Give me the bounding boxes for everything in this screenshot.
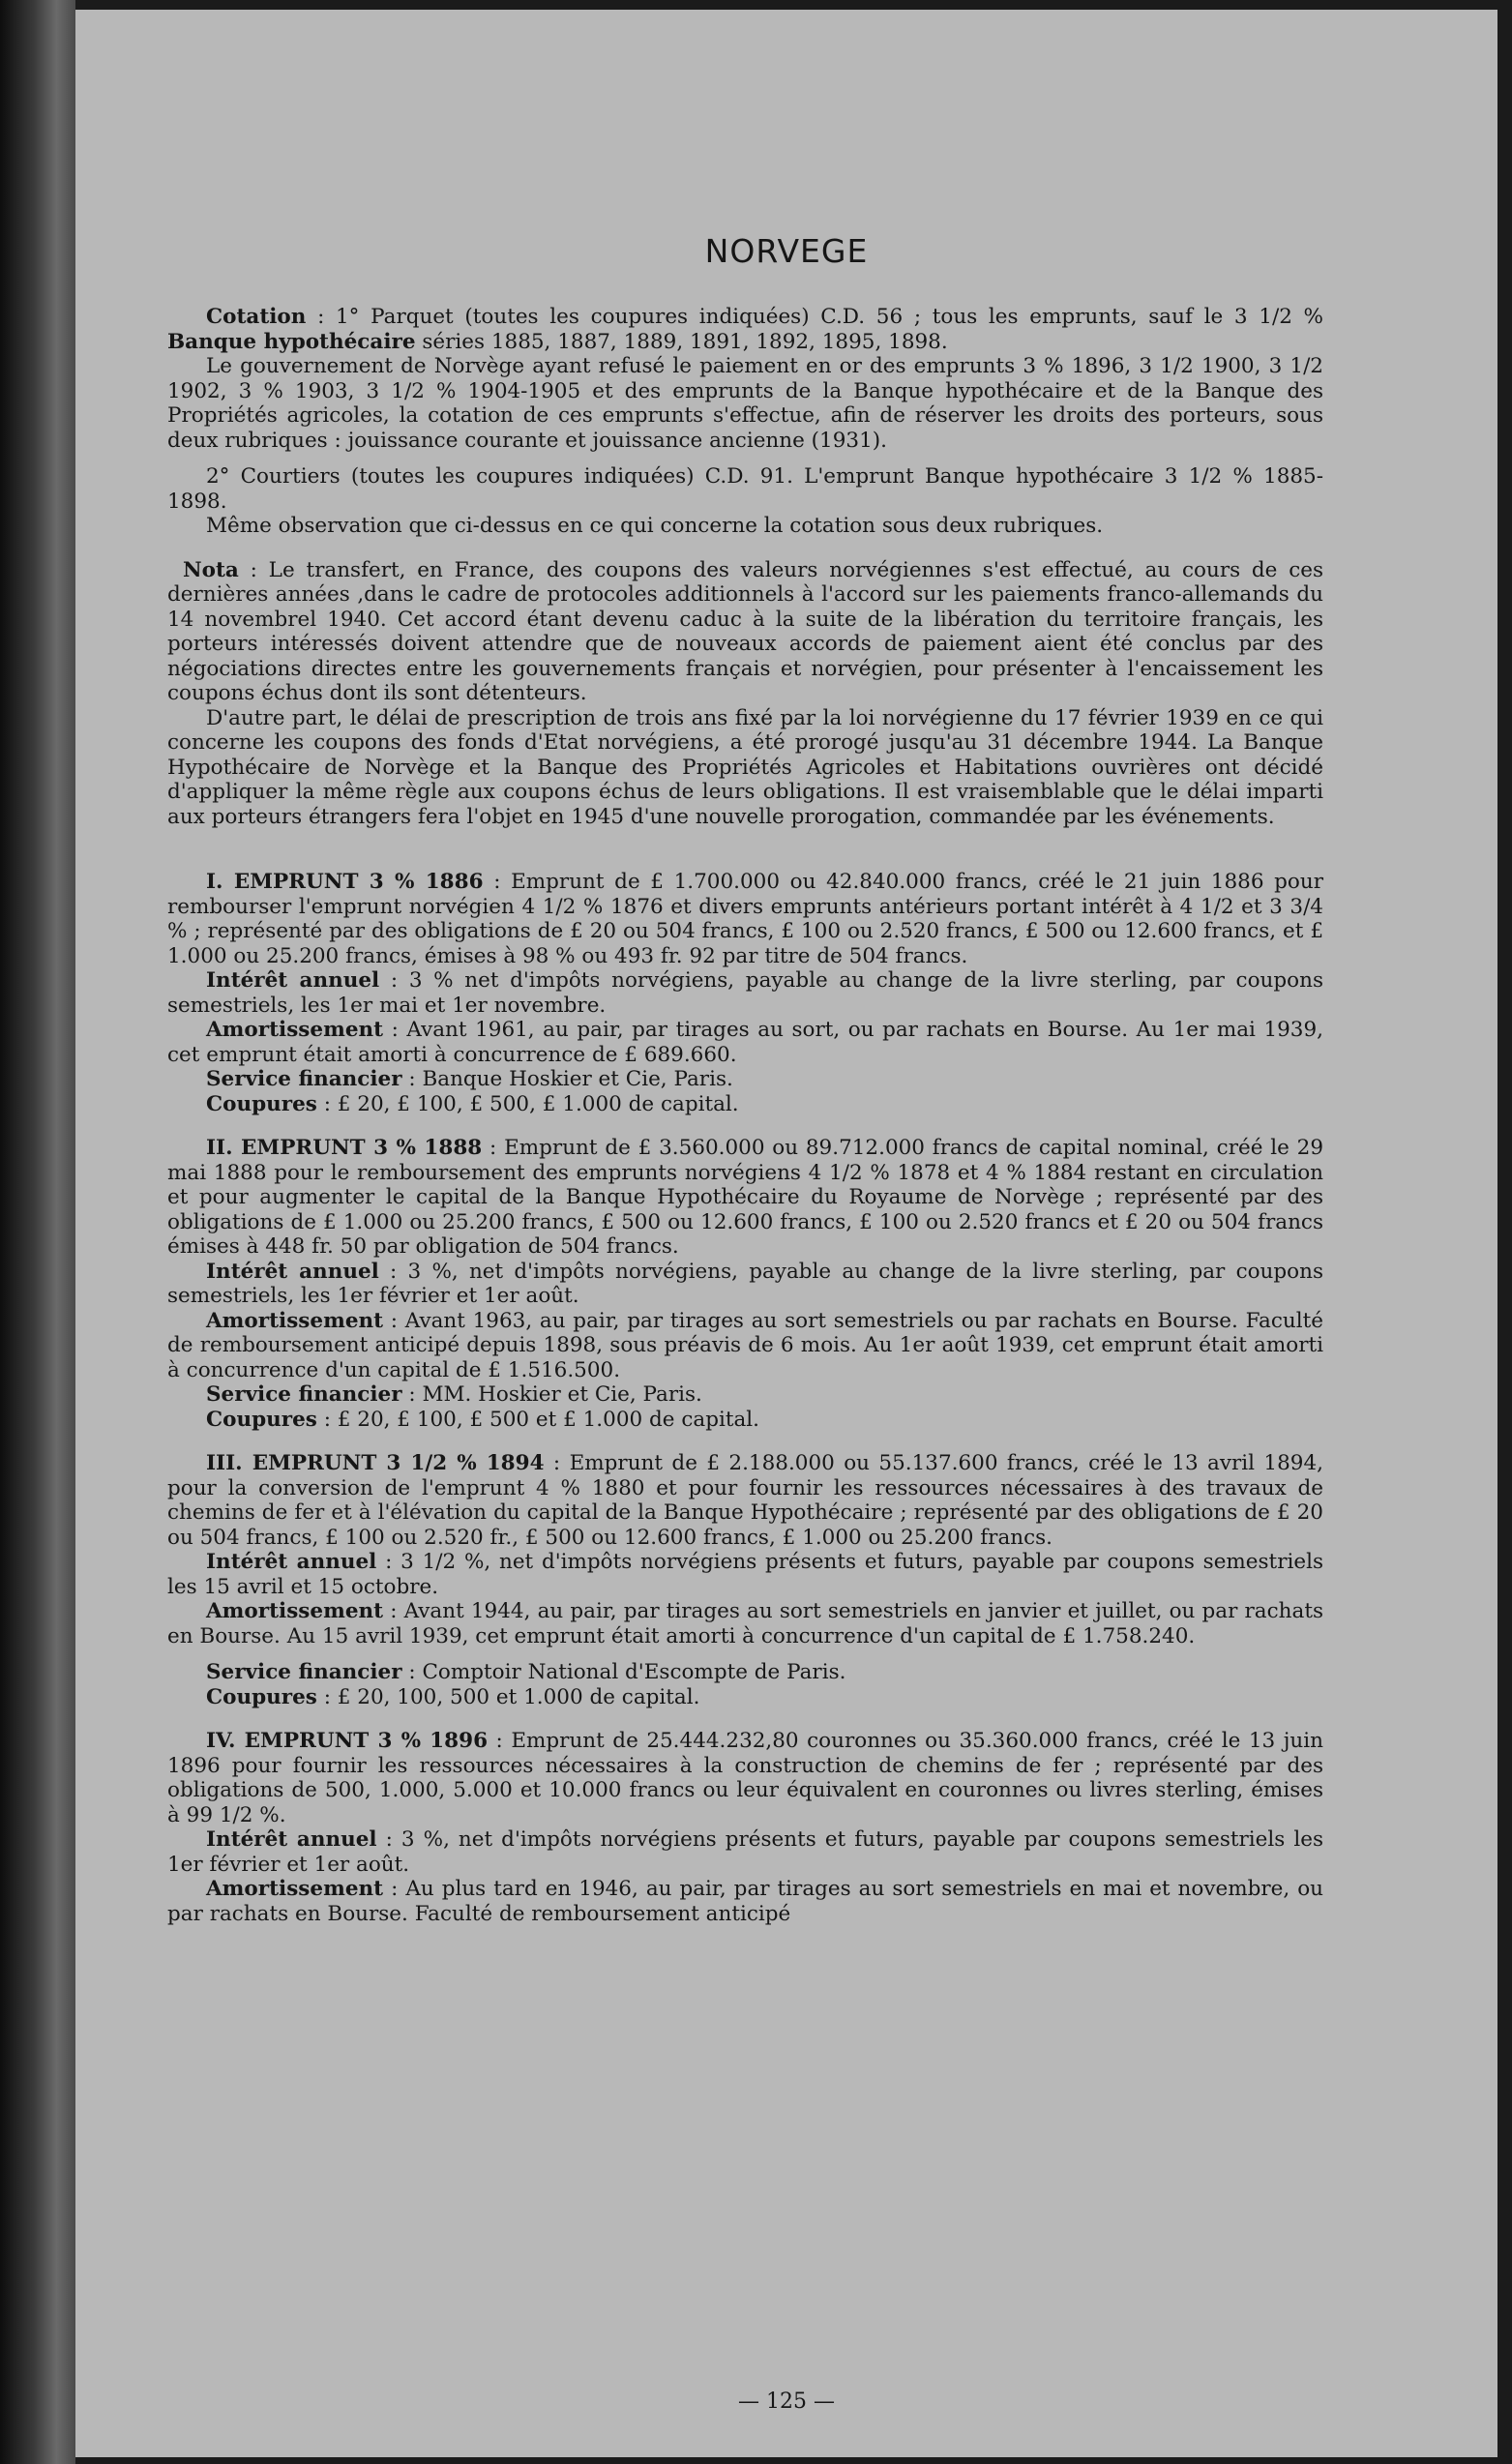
loan-3-coupures xyxy=(167,1685,1323,1710)
amortization-label: Amortissement xyxy=(206,1308,384,1333)
amortization-label: Amortissement xyxy=(206,1877,384,1901)
loan-2-amortization xyxy=(167,1309,1323,1383)
loan-3-amortization-text: : Avant 1944, au pair, par tirages au sort semestriels en janvier et juillet, ou par rachats en Bourse. Au 15 avril 1939, cet emprunt était amorti à concurrence d'un capital de £ 1.758.240. xyxy=(167,1599,1323,1648)
gold-payment-paragraph: Le gouvernement de Norvège ayant refusé le paiement en or des emprunts 3 % 1896, 3 1/2 1900, 3 1/2 1902, 3 % 1903, 3 1/2 % 1904-1905 et des emprunts de la Banque hypothécaire et de la Banque des Propriétés agricoles, la cotation de ces emprunts s'effectue, afin de réserver les droits des porteurs, sous deux rubriques : jouissance courante et jouissance ancienne (1931). xyxy=(167,354,1323,453)
interest-label: Intérêt annuel xyxy=(206,968,380,993)
amortization-label: Amortissement xyxy=(206,1599,384,1623)
loan-1-desc-text: : Emprunt de £ 1.700.000 ou 42.840.000 francs, créé le 21 juin 1886 pour rembourser l'emprunt norvégien 4 1/2 % 1876 et divers emprunts antérieurs portant intérêt à 4 1/2 et 3 3/4 % ; représenté par des obligations de £ 20 ou 504 francs, £ 100 ou 2.520 francs, £ 500 ou 12.600 francs, et £ 1.000 ou 25.200 francs, émises à 98 % ou 493 fr. 92 par titre de 504 francs. xyxy=(167,870,1323,968)
loan-1-coupures-text: : £ 20, £ 100, £ 500, £ 1.000 de capital. xyxy=(316,1091,739,1116)
page-title: NORVEGE xyxy=(704,232,869,270)
loan-2-title: II. EMPRUNT 3 % 1888 xyxy=(206,1136,483,1160)
loan-3-service xyxy=(167,1660,1323,1685)
loan-2-interest xyxy=(167,1260,1323,1309)
loan-1-interest-text: : 3 % net d'impôts norvégiens, payable au change de la livre sterling, par coupons semestriels, les 1er mai et 1er novembre. xyxy=(167,968,1323,1018)
loan-4-desc-text: : Emprunt de 25.444.232,80 couronnes ou 35.360.000 francs, créé le 13 juin 1896 pour fournir les ressources nécessaires à la construction de chemins de fer ; représenté par des obligations de 500, 1.000, 5.000 et 10.000 francs ou leur équivalent en couronnes ou livres sterling, émises à 99 1/2 %. xyxy=(167,1729,1323,1827)
cotation-bold: Banque hypothécaire xyxy=(167,329,416,354)
document-page xyxy=(75,10,1497,2457)
loan-4-interest-text: : 3 %, net d'impôts norvégiens présents et futurs, payable par coupons semestriels les 1er février et 1er août. xyxy=(167,1827,1323,1877)
loan-3-service-text: : Comptoir National d'Escompte de Paris. xyxy=(401,1660,846,1684)
coupures-label: Coupures xyxy=(206,1684,317,1709)
loan-1-title: I. EMPRUNT 3 % 1886 xyxy=(206,870,484,894)
loan-2-service xyxy=(167,1382,1323,1408)
cotation-text: : 1° Parquet (toutes les coupures indiquées) C.D. 56 ; tous les emprunts, sauf le 3 1/2 % xyxy=(306,305,1323,329)
loan-2-coupures xyxy=(167,1408,1323,1433)
loan-1-service-text: : Banque Hoskier et Cie, Paris. xyxy=(401,1067,733,1091)
loan-1-amortization-text: : Avant 1961, au pair, par tirages au sort, ou par rachats en Bourse. Au 1er mai 1939, cet emprunt était amorti à concurrence de £ 689.660. xyxy=(167,1018,1323,1067)
loan-2-coupures-text: : £ 20, £ 100, £ 500 et £ 1.000 de capital. xyxy=(316,1407,759,1432)
nota-paragraph xyxy=(167,558,1323,706)
coupures-label: Coupures xyxy=(206,1091,317,1116)
book-spine xyxy=(0,0,75,2464)
cotation-text-2: séries 1885, 1887, 1889, 1891, 1892, 1895, 1898. xyxy=(415,329,948,354)
loan-3-title: III. EMPRUNT 3 1/2 % 1894 xyxy=(206,1451,545,1475)
loan-4-title: IV. EMPRUNT 3 % 1896 xyxy=(206,1729,489,1753)
loan-2-service-text: : MM. Hoskier et Cie, Paris. xyxy=(401,1382,702,1407)
interest-label: Intérêt annuel xyxy=(206,1827,377,1852)
prescription-paragraph: D'autre part, le délai de prescription de trois ans fixé par la loi norvégienne du 17 février 1939 en ce qui concerne les coupons des fonds d'Etat norvégiens, a été prorogé jusqu'au 31 décembre 1944. La Banque Hypothécaire de Norvège et la Banque des Propriétés Agricoles et Habitations ouvrières ont décidé d'appliquer la même règle aux coupons échus de leurs obligations. Il est vraisemblable que le délai imparti aux porteurs étrangers fera l'objet en 1945 d'une nouvelle prorogation, commandée par les événements. xyxy=(167,705,1323,829)
loan-3-amortization xyxy=(167,1599,1323,1648)
loan-3-interest xyxy=(167,1550,1323,1599)
loan-2-amortization-text: : Avant 1963, au pair, par tirages au sort semestriels ou par rachats en Bourse. Faculté de remboursement anticipé depuis 1898, sous préavis de 6 mois. Au 1er août 1939, cet emprunt était amorti à concurrence d'un capital de £ 1.516.500. xyxy=(167,1308,1323,1382)
loan-3-desc-text: : Emprunt de £ 2.188.000 ou 55.137.600 francs, créé le 13 avril 1894, pour la conversion de l'emprunt 4 % 1880 et pour fournir les ressources nécessaires à des travaux de chemins de fer et à l'élévation du capital de la Banque Hypothécaire ; représenté par des obligations de £ 20 ou 504 francs, £ 100 ou 2.520 fr., £ 500 ou 12.600 francs, £ 1.000 ou 25.200 francs. xyxy=(167,1451,1323,1550)
nota-text: : Le transfert, en France, des coupons des valeurs norvégiennes s'est effectué, au cours de ces dernières années ,dans le cadre de protocoles additionnels à l'accord sur les paiements franco-allemands du 14 novembrel 1940. Cet accord étant devenu caduc à la suite de la libération du territoire français, les porteurs intéressés doivent attendre que de nouveaux accords de paiement aient été conclus par des négociations directes entre les gouvernements français et norvégien, pour présenter à l'encaissement les coupons échus dont ils sont détenteurs. xyxy=(167,557,1323,705)
loan-3-interest-text: : 3 1/2 %, net d'impôts norvégiens présents et futurs, payable par coupons semestriels les 15 avril et 15 octobre. xyxy=(167,1550,1323,1599)
loan-4-amortization xyxy=(167,1877,1323,1926)
loan-1-interest xyxy=(167,968,1323,1018)
loan-4-interest xyxy=(167,1827,1323,1877)
loan-2-desc-text: : Emprunt de £ 3.560.000 ou 89.712.000 francs de capital nominal, créé le 29 mai 1888 pour le remboursement des emprunts norvégiens 4 1/2 % 1878 et 4 % 1884 restant en circulation et pour augmenter le capital de la Banque Hypothécaire du Royaume de Norvège ; représenté par des obligations de £ 1.000 ou 25.200 francs, £ 500 ou 12.600 francs, £ 100 ou 2.520 francs et £ 20 ou 504 francs émises à 448 fr. 50 par obligation de 504 francs. xyxy=(167,1136,1323,1259)
coupures-label: Coupures xyxy=(206,1407,317,1432)
loan-3-description xyxy=(167,1451,1323,1550)
page-body xyxy=(167,305,1323,1926)
loan-2-description xyxy=(167,1136,1323,1260)
loan-4-description xyxy=(167,1729,1323,1827)
page-number: — 125 — xyxy=(738,2390,835,2414)
service-label: Service financier xyxy=(206,1382,402,1407)
loan-1-service xyxy=(167,1067,1323,1092)
loan-1-coupures xyxy=(167,1092,1323,1117)
loan-3-coupures-text: : £ 20, 100, 500 et 1.000 de capital. xyxy=(316,1684,700,1709)
service-label: Service financier xyxy=(206,1660,402,1684)
loan-1-amortization xyxy=(167,1018,1323,1067)
loan-1-description xyxy=(167,870,1323,968)
loan-2-interest-text: : 3 %, net d'impôts norvégiens, payable au change de la livre sterling, par coupons semestriels, les 1er février et 1er août. xyxy=(167,1259,1323,1308)
cotation-paragraph xyxy=(167,305,1323,354)
courtiers-paragraph: 2° Courtiers (toutes les coupures indiquées) C.D. 91. L'emprunt Banque hypothécaire 3 1/2 % 1885-1898. xyxy=(167,464,1323,514)
service-label: Service financier xyxy=(206,1067,402,1091)
interest-label: Intérêt annuel xyxy=(206,1550,377,1574)
cotation-label: Cotation xyxy=(206,305,307,329)
interest-label: Intérêt annuel xyxy=(206,1259,379,1284)
observation-paragraph: Même observation que ci-dessus en ce qui concerne la cotation sous deux rubriques. xyxy=(206,514,1104,538)
loan-4-amortization-text: : Au plus tard en 1946, au pair, par tirages au sort semestriels en mai et novembre, ou par rachats en Bourse. Faculté de remboursement anticipé xyxy=(167,1877,1323,1926)
amortization-label: Amortissement xyxy=(206,1018,384,1042)
nota-label: Nota xyxy=(183,557,239,582)
